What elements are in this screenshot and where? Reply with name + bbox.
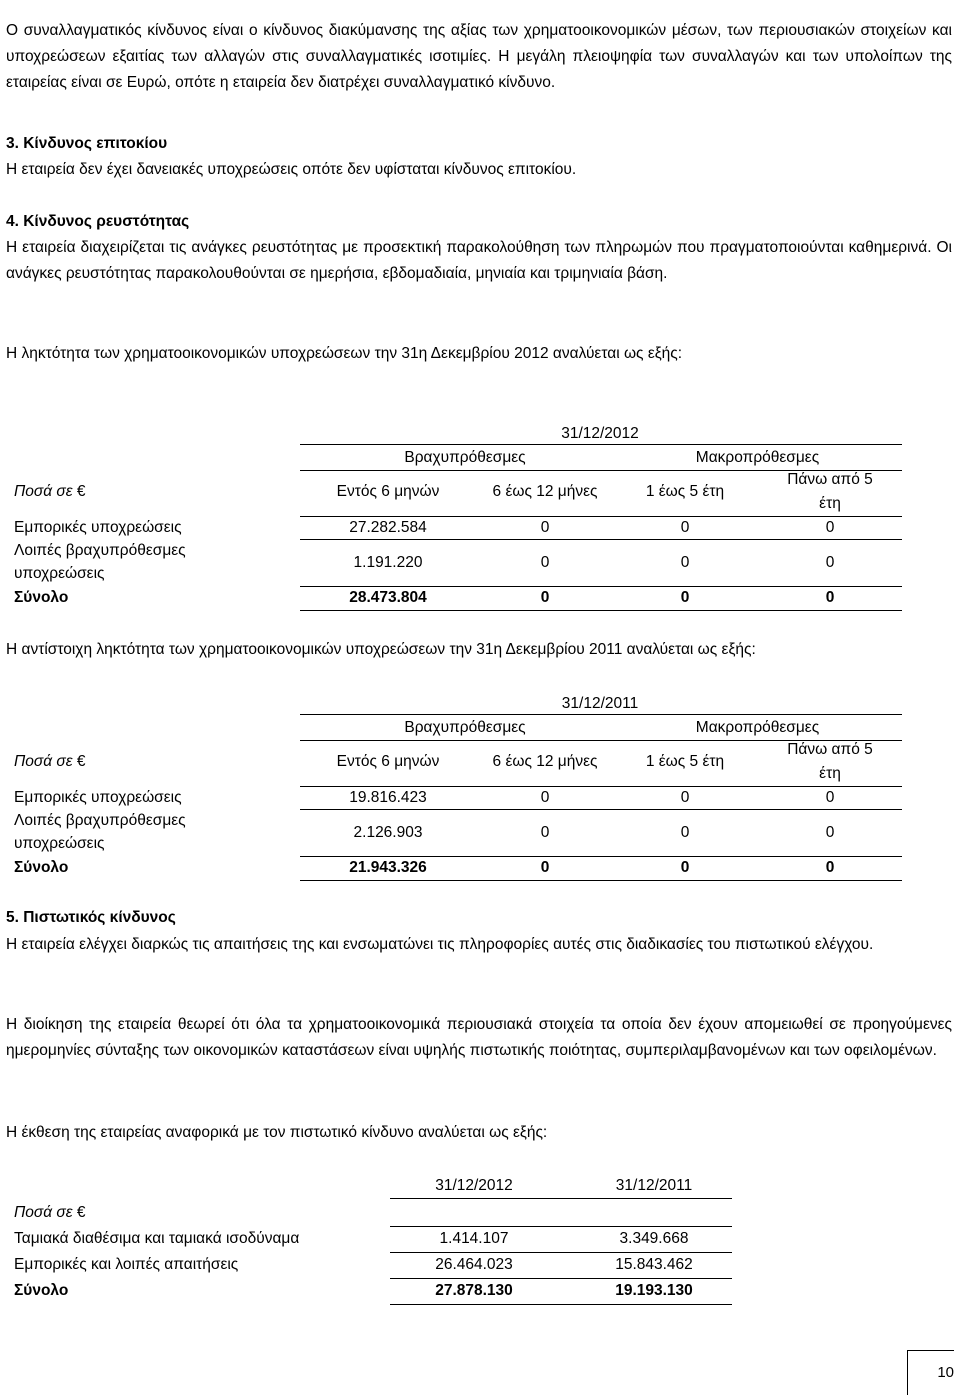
table-cell: 27.282.584 — [349, 519, 427, 536]
divider — [300, 714, 902, 715]
euro-icon: € — [76, 1204, 86, 1221]
divider — [300, 880, 902, 881]
col-over-5-years: έτη — [819, 765, 841, 782]
short-term-header: Βραχυπρόθεσμες — [404, 719, 526, 736]
section-5-text-3: Η έκθεση της εταιρείας αναφορικά με τον πιστωτικό κίνδυνο αναλύεται ως εξής: — [6, 1124, 548, 1141]
section-3-heading: 3. Κίνδυνος επιτοκίου — [6, 135, 168, 152]
table-cell: 0 — [825, 824, 835, 841]
total-cell: 0 — [680, 589, 690, 606]
euro-icon: € — [76, 753, 86, 770]
table-cell: 2.126.903 — [353, 824, 423, 841]
table-row-label: Εμπορικές και λοιπές απαιτήσεις — [14, 1256, 239, 1273]
col-2011: 31/12/2011 — [615, 1177, 693, 1194]
table-cell: 0 — [825, 519, 835, 536]
divider — [300, 539, 902, 540]
table-cell: 0 — [540, 554, 550, 571]
euro-icon: € — [76, 483, 86, 500]
col-within-6-months: Εντός 6 μηνών — [336, 483, 440, 500]
col-6-to-12-months: 6 έως 12 μήνες — [492, 753, 598, 770]
table-row-label: Εμπορικές υποχρεώσεις — [14, 519, 182, 536]
amount-label: Ποσά σε € — [14, 483, 86, 500]
amount-label: Ποσά σε € — [14, 753, 86, 770]
table-cell: 0 — [680, 554, 690, 571]
table-row-label: υποχρεώσεις — [14, 565, 105, 582]
divider — [390, 1278, 732, 1279]
col-over-5-years: έτη — [819, 495, 841, 512]
table-cell: 0 — [540, 824, 550, 841]
table-cell: 0 — [680, 824, 690, 841]
table-row-label: Ταμιακά διαθέσιμα και ταμιακά ισοδύναμα — [14, 1230, 300, 1247]
table-cell: 0 — [825, 789, 835, 806]
col-over-5-years: Πάνω από 5 — [787, 471, 873, 488]
table-cell: 0 — [540, 789, 550, 806]
col-1-to-5-years: 1 έως 5 έτη — [645, 753, 725, 770]
total-cell: 0 — [680, 859, 690, 876]
divider — [300, 809, 902, 810]
total-cell: 28.473.804 — [349, 589, 427, 606]
total-cell: 21.943.326 — [349, 859, 427, 876]
table-cell: 0 — [540, 519, 550, 536]
section-5-text-2: Η διοίκηση της εταιρεία θεωρεί ότι όλα τα χρηματοοικονομικά περιουσιακά στοιχεία τα οποία δεν έχουν απομειωθεί σε προηγούμενες ημερομηνίες σύνταξης των οικονομικών καταστάσεων είναι υψηλής πιστωτικής ποιότητας, συμπεριλαμβανομένων και των οφειλομένων. — [6, 1016, 952, 1059]
table-cell: 1.414.107 — [439, 1230, 509, 1247]
table-row-label: Λοιπές βραχυπρόθεσμες — [14, 542, 186, 559]
total-label: Σύνολο — [14, 589, 69, 606]
section-5-text-1: Η εταιρεία ελέγχει διαρκώς τις απαιτήσεις της και ενσωματώνει τις πληροφορίες αυτές στις διαδικασίες του πιστωτικού ελέγχου. — [6, 936, 874, 953]
total-label: Σύνολο — [14, 859, 69, 876]
table-cell: 0 — [680, 789, 690, 806]
total-cell: 27.878.130 — [435, 1282, 513, 1299]
section-3-text: Η εταιρεία δεν έχει δανειακές υποχρεώσεις οπότε δεν υφίσταται κίνδυνος επιτοκίου. — [6, 161, 577, 178]
divider — [390, 1252, 732, 1253]
col-over-5-years: Πάνω από 5 — [787, 741, 873, 758]
total-cell: 0 — [825, 589, 835, 606]
table-cell: 19.816.423 — [349, 789, 427, 806]
section-4-heading: 4. Κίνδυνος ρευστότητας — [6, 213, 190, 230]
long-term-header: Μακροπρόθεσμες — [695, 719, 820, 736]
divider — [390, 1198, 732, 1199]
table-cell: 1.191.220 — [353, 554, 423, 571]
table-row-label: Εμπορικές υποχρεώσεις — [14, 789, 182, 806]
divider — [300, 610, 902, 611]
total-cell: 0 — [825, 859, 835, 876]
section-4-text: Η εταιρεία διαχειρίζεται τις ανάγκες ρευστότητας με προσεκτική παρακολούθηση των πληρωμών που πραγματοποιούνται καθημερινά. Οι ανάγκες ρευστότητας παρακολουθούνται σε ημερήσια, εβδομαδιαία, μηνιαία και τριμηνιαία βάση. — [6, 239, 952, 282]
table-row-label: Λοιπές βραχυπρόθεσμες — [14, 812, 186, 829]
total-cell: 0 — [540, 589, 550, 606]
short-term-header: Βραχυπρόθεσμες — [404, 449, 526, 466]
col-1-to-5-years: 1 έως 5 έτη — [645, 483, 725, 500]
divider — [390, 1304, 732, 1305]
table-cell: 3.349.668 — [619, 1230, 689, 1247]
maturity-2011-intro: Η αντίστοιχη ληκτότητα των χρηματοοικονομικών υποχρεώσεων την 31η Δεκεμβρίου 2011 αναλύεται ως εξής: — [6, 641, 756, 658]
amount-label: Ποσά σε € — [14, 1204, 86, 1221]
total-label: Σύνολο — [14, 1282, 69, 1299]
table-cell: 26.464.023 — [435, 1256, 513, 1273]
table-date-header: 31/12/2012 — [561, 425, 639, 442]
fx-risk-paragraph: Ο συναλλαγματικός κίνδυνος είναι ο κίνδυνος διακύμανσης της αξίας των χρηματοοικονομικών μέσων, των περιουσιακών στοιχείων και υποχρεώσεων εξαιτίας των αλλαγών στις συναλλαγματικές ισοτιμίες. Η μεγάλη πλειοψηφία των συναλλαγών και των υπολοίπων της εταιρείας είναι σε Ευρώ, οπότε η εταιρεία δεν διατρέχει συναλλαγματικό κίνδυνο. — [6, 22, 952, 91]
table-cell: 15.843.462 — [615, 1256, 693, 1273]
maturity-2012-intro: Η ληκτότητα των χρηματοοικονομικών υποχρεώσεων την 31η Δεκεμβρίου 2012 αναλύεται ως εξής: — [6, 345, 683, 362]
col-within-6-months: Εντός 6 μηνών — [336, 753, 440, 770]
total-cell: 0 — [540, 859, 550, 876]
long-term-header: Μακροπρόθεσμες — [695, 449, 820, 466]
divider — [300, 444, 902, 445]
table-row-label: υποχρεώσεις — [14, 835, 105, 852]
total-cell: 19.193.130 — [615, 1282, 693, 1299]
col-2012: 31/12/2012 — [435, 1177, 513, 1194]
table-date-header: 31/12/2011 — [561, 695, 639, 712]
table-cell: 0 — [825, 554, 835, 571]
table-cell: 0 — [680, 519, 690, 536]
page-number: 10 — [907, 1350, 954, 1395]
divider — [390, 1226, 732, 1227]
col-6-to-12-months: 6 έως 12 μήνες — [492, 483, 598, 500]
section-5-heading: 5. Πιστωτικός κίνδυνος — [6, 909, 176, 926]
